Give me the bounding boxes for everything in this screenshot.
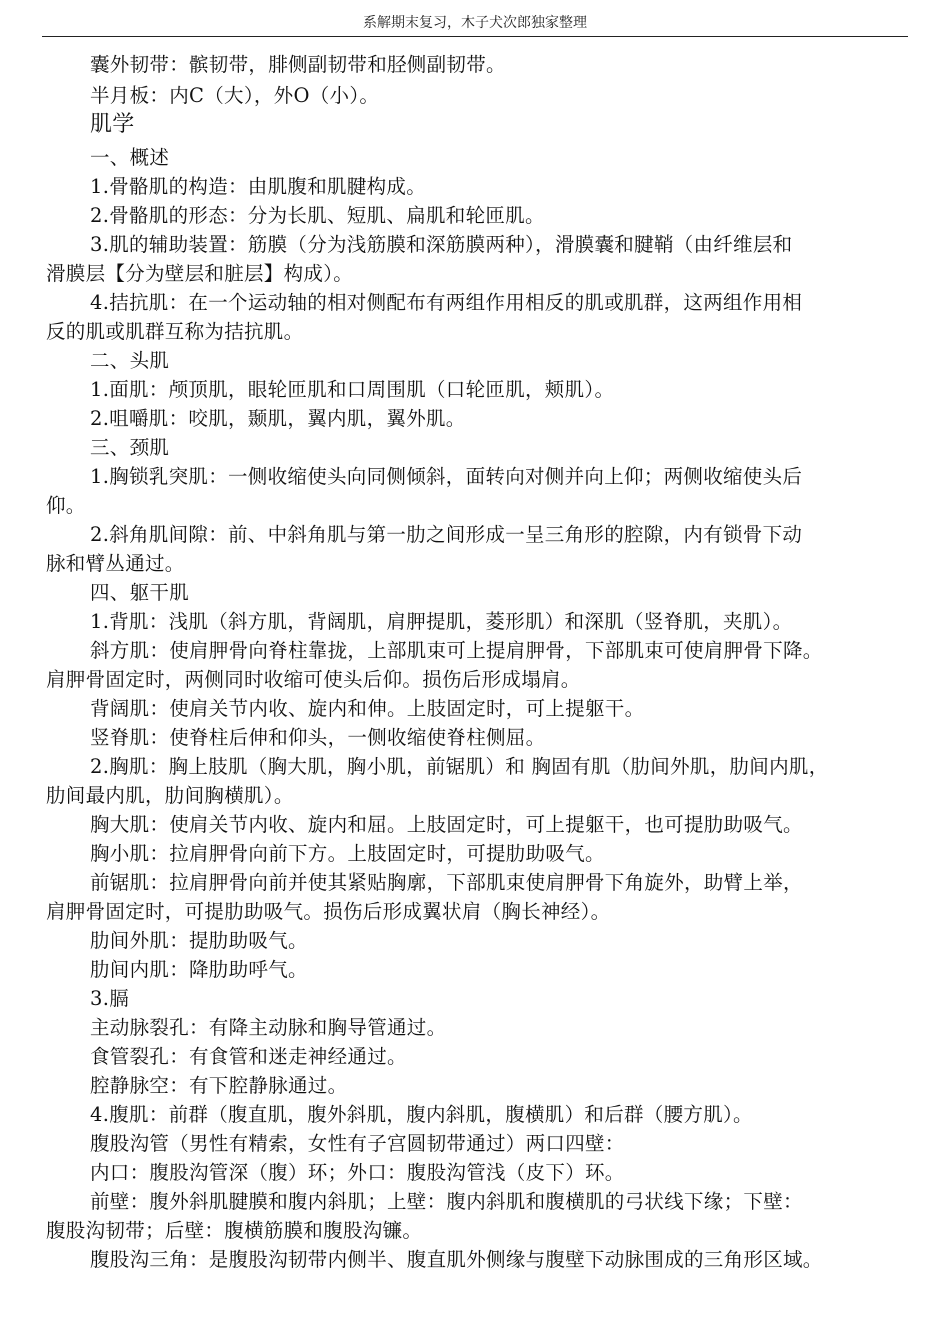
text-line: 囊外韧带：髌韧带，腓侧副韧带和胫侧副韧带。 — [90, 53, 506, 76]
text-line: 肩胛骨固定时，两侧同时收缩可使头后仰。损伤后形成塌肩。 — [46, 668, 581, 691]
text-line: 2.胸肌：胸上肢肌（胸大肌，胸小肌，前锯肌）和 胸固有肌（肋间外肌，肋间内肌， — [90, 755, 829, 778]
text-line: 滑膜层【分为壁层和脏层】构成）。 — [46, 262, 354, 285]
text-line: 腹股沟三角：是腹股沟韧带内侧半、腹直肌外侧缘与腹壁下动脉围成的三角形区域。 — [90, 1248, 823, 1271]
text-line: 腹股沟韧带；后壁：腹横筋膜和腹股沟镰。 — [46, 1219, 423, 1242]
text-line: 1.面肌：颅顶肌，眼轮匝肌和口周围肌（口轮匝肌，颊肌）。 — [90, 378, 615, 401]
text-line: 4.腹肌：前群（腹直肌，腹外斜肌，腹内斜肌，腹横肌）和后群（腰方肌）。 — [90, 1103, 753, 1126]
text-line: 半月板：内C（大），外O（小）。 — [90, 84, 380, 107]
text-line: 肋间外肌：提肋助吸气。 — [90, 929, 308, 952]
text-line: 1.骨骼肌的构造：由肌腹和肌腱构成。 — [90, 175, 427, 198]
text-line: 胸大肌：使肩关节内收、旋内和屈。上肢固定时，可上提躯干，也可提肋助吸气。 — [90, 813, 803, 836]
text-line: 肩胛骨固定时，可提肋助吸气。损伤后形成翼状肩（胸长神经）。 — [46, 900, 611, 923]
text-line: 2.咀嚼肌：咬肌，颞肌，翼内肌，翼外肌。 — [90, 407, 466, 430]
text-line: 背阔肌：使肩关节内收、旋内和伸。上肢固定时，可上提躯干。 — [90, 697, 645, 720]
section-heading: 肌学 — [90, 112, 135, 137]
text-line: 三、颈肌 — [90, 436, 170, 459]
text-line: 前壁：腹外斜肌腱膜和腹内斜肌；上壁：腹内斜肌和腹横肌的弓状线下缘；下壁： — [90, 1190, 803, 1213]
text-line: 腔静脉空：有下腔静脉通过。 — [90, 1074, 348, 1097]
header-divider — [42, 36, 908, 37]
text-line: 3.膈 — [90, 987, 130, 1010]
text-line: 四、躯干肌 — [90, 581, 190, 604]
text-line: 食管裂孔：有食管和迷走神经通过。 — [90, 1045, 407, 1068]
text-line: 斜方肌：使肩胛骨向脊柱靠拢，上部肌束可上提肩胛骨，下部肌束可使肩胛骨下降。 — [90, 639, 823, 662]
text-line: 前锯肌：拉肩胛骨向前并使其紧贴胸廓，下部肌束使肩胛骨下角旋外，助臂上举， — [90, 871, 803, 894]
text-line: 竖脊肌：使脊柱后伸和仰头，一侧收缩使脊柱侧屈。 — [90, 726, 546, 749]
text-line: 2.斜角肌间隙：前、中斜角肌与第一肋之间形成一呈三角形的腔隙，内有锁骨下动 — [90, 523, 803, 546]
text-line: 脉和臂丛通过。 — [46, 552, 185, 575]
text-line: 1.胸锁乳突肌：一侧收缩使头向同侧倾斜，面转向对侧并向上仰；两侧收缩使头后 — [90, 465, 803, 488]
text-line: 主动脉裂孔：有降主动脉和胸导管通过。 — [90, 1016, 447, 1039]
text-line: 内口：腹股沟管深（腹）环；外口：腹股沟管浅（皮下）环。 — [90, 1161, 625, 1184]
text-line: 2.骨骼肌的形态：分为长肌、短肌、扁肌和轮匝肌。 — [90, 204, 545, 227]
text-line: 一、概述 — [90, 146, 170, 169]
text-line: 腹股沟管（男性有精索，女性有子宫圆韧带通过）两口四壁： — [90, 1132, 625, 1155]
text-line: 二、头肌 — [90, 349, 170, 372]
text-line: 反的肌或肌群互称为拮抗肌。 — [46, 320, 304, 343]
text-line: 3.肌的辅助装置：筋膜（分为浅筋膜和深筋膜两种），滑膜囊和腱鞘（由纤维层和 — [90, 233, 793, 256]
text-line: 仰。 — [46, 494, 86, 517]
text-line: 肋间内肌：降肋助呼气。 — [90, 958, 308, 981]
text-line: 4.拮抗肌：在一个运动轴的相对侧配布有两组作用相反的肌或肌群，这两组作用相 — [90, 291, 803, 314]
page-header: 系解期末复习，木子犬次郎独家整理 — [363, 15, 587, 31]
text-line: 1.背肌：浅肌（斜方肌，背阔肌，肩胛提肌，菱形肌）和深肌（竖脊肌，夹肌）。 — [90, 610, 793, 633]
text-line: 肋间最内肌，肋间胸横肌）。 — [46, 784, 294, 807]
text-line: 胸小肌：拉肩胛骨向前下方。上肢固定时，可提肋助吸气。 — [90, 842, 605, 865]
